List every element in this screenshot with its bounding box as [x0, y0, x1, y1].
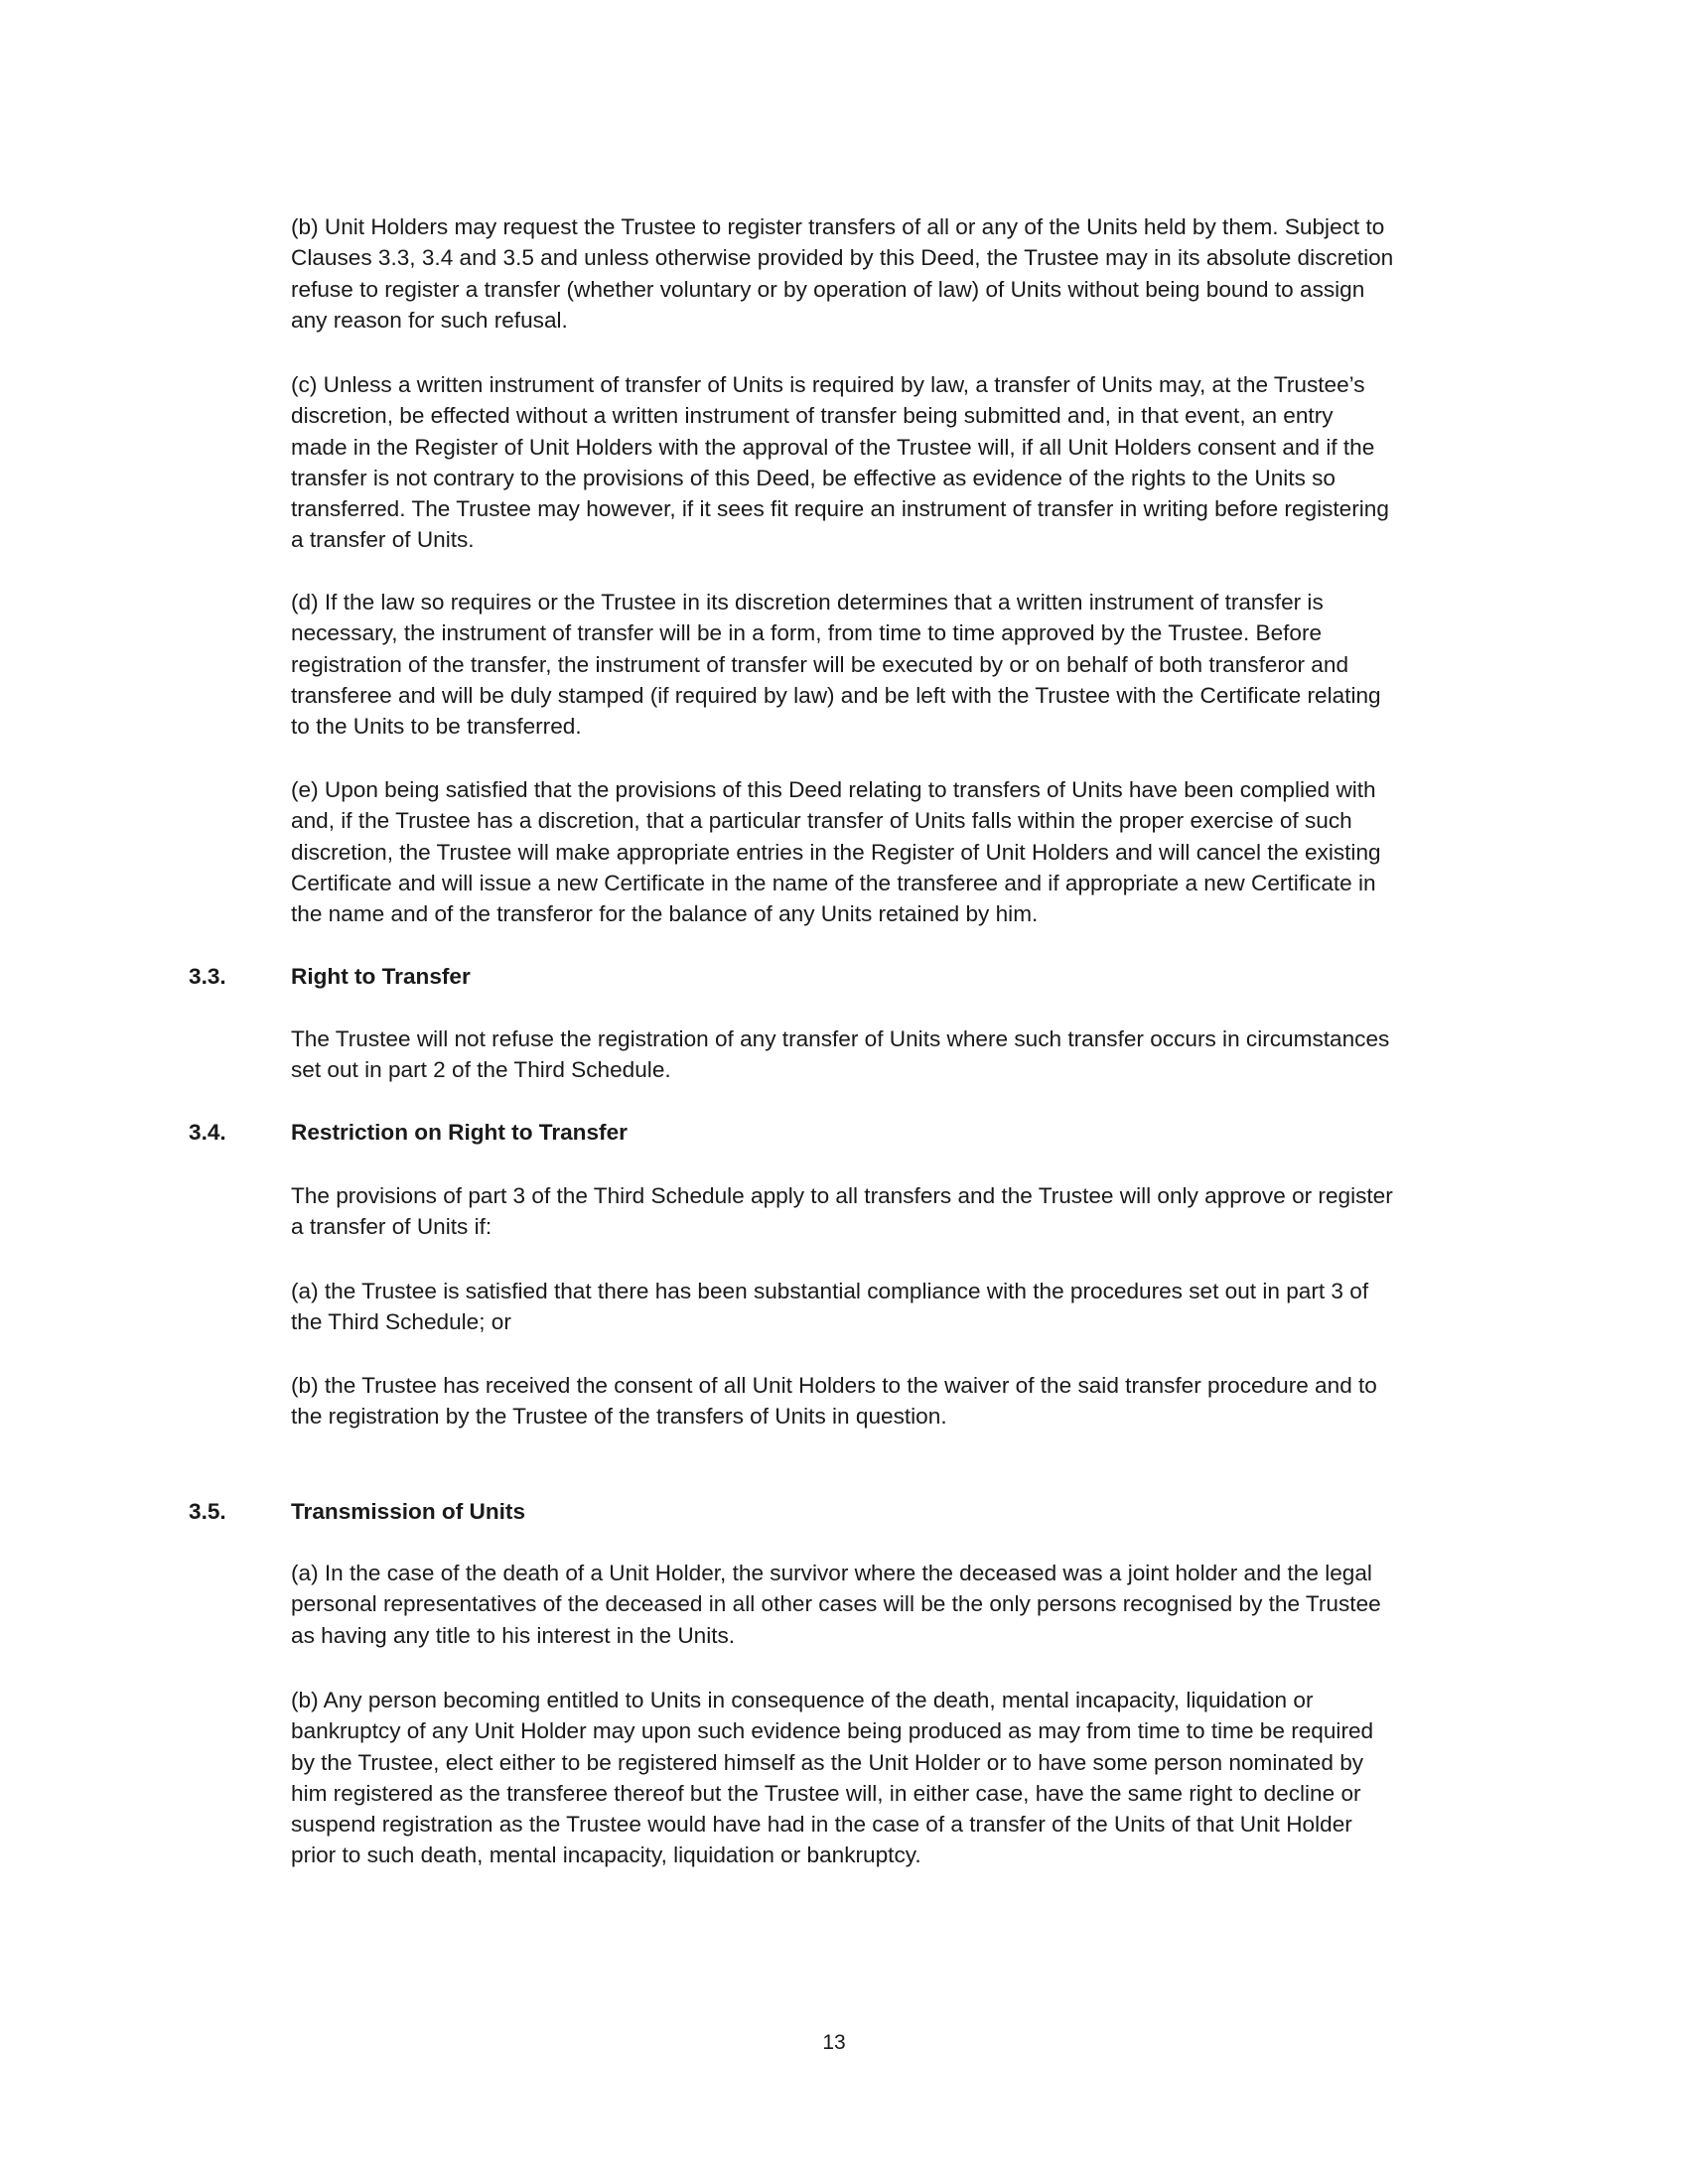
paragraph-3-5-b — [291, 1685, 1373, 1871]
clause-heading-3-5: Transmission of Units — [291, 1499, 526, 1524]
text-line: registration of the transfer, the instrument of transfer will be executed by or on behalf of both transferor and — [291, 651, 1349, 677]
clause-heading-3-4: Restriction on Right to Transfer — [291, 1120, 628, 1145]
text-line: The provisions of part 3 of the Third Schedule apply to all transfers and the Trustee will only approve or register — [291, 1183, 1393, 1208]
text-line: prior to such death, mental incapacity, liquidation or bankruptcy. — [291, 1843, 921, 1868]
text-line: (e) Upon being satisfied that the provisions of this Deed relating to transfers of Units have been complied with — [291, 777, 1376, 802]
text-line: discretion, the Trustee will make appropriate entries in the Register of Unit Holders and will cancel the existing — [291, 839, 1381, 865]
text-line: discretion, be effected without a written instrument of transfer being submitted and, in that event, an entry — [291, 403, 1334, 429]
text-line: as having any title to his interest in the Units. — [291, 1622, 736, 1648]
text-line: Clauses 3.3, 3.4 and 3.5 and unless otherwise provided by this Deed, the Trustee may in its absolute discretion — [291, 245, 1394, 271]
text-line: any reason for such refusal. — [291, 307, 568, 333]
text-line: (b) Any person becoming entitled to Units in consequence of the death, mental incapacity, liquidation or — [291, 1688, 1314, 1712]
text-line: transferred. The Trustee may however, if it sees fit require an instrument of transfer in writing before registering — [291, 496, 1389, 522]
text-line: made in the Register of Unit Holders with the approval of the Trustee will, if all Unit Holders consent and if the — [291, 434, 1375, 460]
text-line: by the Trustee, elect either to be registered himself as the Unit Holder or to have some person nominated by — [291, 1749, 1364, 1775]
text-line: him registered as the transferee thereof but the Trustee will, in either case, have the same right to decline or — [291, 1780, 1361, 1806]
clause-number-3-3: 3.3. — [189, 964, 226, 989]
page-number: 13 — [822, 2031, 846, 2054]
text-line: a transfer of Units if: — [291, 1214, 492, 1240]
text-line: bankruptcy of any Unit Holder may upon such evidence being produced as may from time to time be required — [291, 1718, 1374, 1744]
paragraph-3-5-a — [291, 1558, 1381, 1651]
text-line: The Trustee will not refuse the registration of any transfer of Units where such transfer occurs in circumstances — [291, 1026, 1390, 1051]
clause-heading-3-3: Right to Transfer — [291, 964, 471, 989]
text-line: suspend registration as the Trustee would have had in the case of a transfer of the Units of that Unit Holder — [291, 1812, 1352, 1838]
paragraph-3-2-b — [291, 211, 1393, 336]
text-line: the name and of the transferor for the balance of any Units retained by him. — [291, 901, 1039, 927]
text-line: necessary, the instrument of transfer will be in a form, from time to time approved by the Trustee. Before — [291, 620, 1323, 646]
paragraph-3-3 — [291, 1024, 1389, 1086]
text-line: refuse to register a transfer (whether voluntary or by operation of law) of Units without being bound to assign — [291, 276, 1365, 302]
text-line: (d) If the law so requires or the Trustee in its discretion determines that a written instrument of transfer is — [291, 590, 1324, 614]
clause-number-3-4: 3.4. — [189, 1120, 226, 1145]
paragraph-3-2-e — [291, 774, 1381, 929]
text-line: personal representatives of the deceased in all other cases will be the only persons recognised by the Trustee — [291, 1591, 1381, 1617]
clause-number-3-5: 3.5. — [189, 1499, 226, 1524]
paragraph-3-4 — [291, 1180, 1393, 1243]
text-line: to the Units to be transferred. — [291, 714, 582, 740]
text-line: the Third Schedule; or — [291, 1309, 511, 1335]
text-line: transferee and will be duly stamped (if required by law) and be left with the Trustee with the Certificate relating — [291, 682, 1381, 708]
text-line: and, if the Trustee has a discretion, that a particular transfer of Units falls within the proper exercise of such — [291, 808, 1352, 834]
text-line: (b) Unit Holders may request the Trustee to register transfers of all or any of the Units held by them. Subject to — [291, 214, 1385, 239]
paragraph-3-4-a — [291, 1276, 1368, 1338]
paragraph-3-4-b — [291, 1370, 1377, 1433]
text-line: transfer is not contrary to the provisions of this Deed, be effective as evidence of the rights to the Units so — [291, 465, 1336, 490]
text-line: set out in part 2 of the Third Schedule. — [291, 1057, 671, 1083]
text-line: a transfer of Units. — [291, 527, 475, 553]
paragraph-3-2-c — [291, 369, 1389, 556]
text-line: (a) In the case of the death of a Unit Holder, the survivor where the deceased was a joint holder and the legal — [291, 1561, 1372, 1585]
text-line: (a) the Trustee is satisfied that there has been substantial compliance with the procedures set out in part 3 of — [291, 1279, 1369, 1303]
text-line: (b) the Trustee has received the consent of all Unit Holders to the waiver of the said transfer procedure and to — [291, 1373, 1377, 1398]
paragraph-3-2-d — [291, 587, 1381, 742]
text-line: the registration by the Trustee of the transfers of Units in question. — [291, 1404, 947, 1430]
text-line: (c) Unless a written instrument of transfer of Units is required by law, a transfer of Units may, at the Trustee’s — [291, 372, 1365, 397]
text-line: Certificate and will issue a new Certificate in the name of the transferee and if appropriate a new Certificate in — [291, 870, 1376, 895]
